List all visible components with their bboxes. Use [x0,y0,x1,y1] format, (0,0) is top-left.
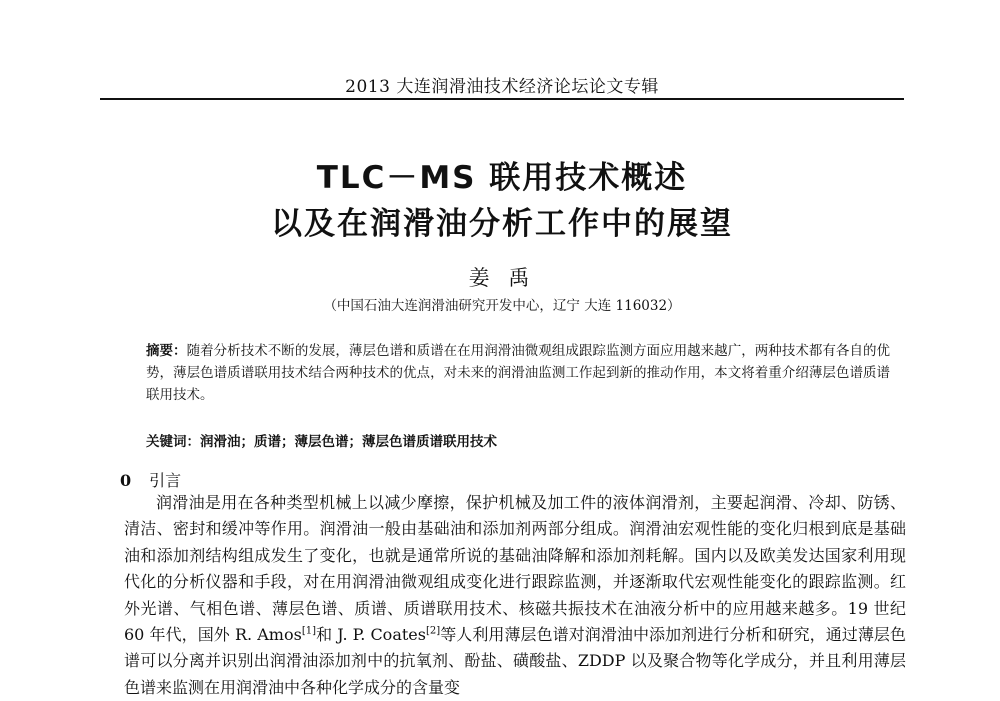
section-number: 0 [120,471,132,490]
keywords-text: 润滑油；质谱；薄层色谱；薄层色谱质谱联用技术 [200,434,497,450]
keywords-label: 关键词： [146,434,200,450]
paragraph [124,490,906,701]
title-line-1: TLC－MS 联用技术概述 [316,160,688,196]
title-line-2: 以及在润滑油分析工作中的展望 [271,206,733,242]
paragraph-text-start: 润滑油是用在各种类型机械上以减少摩擦，保护机械及加工件的液体润滑剂，主要起润滑、冷却、防锈、清洁、密封和缓冲等作用。润滑油一般由基础油和添加剂两部分组成。润滑油宏观性能的变化归根到底是基础油和添加剂结构组成发生了变化，也就是通常所说的基础油降解和添加剂耗解。国内以及欧美发达国家利用现代化的分析仪器和手段，对在用润滑油微观组成变化进行跟踪监测，并逐渐取代宏观性能变化的跟踪监测。红外光谱、气相色谱、薄层色谱、质谱、质谱联用技术、核磁共振技术在油液分析中的应用越来越多。19 世纪 60 年代，国外 R. Amos [124,493,906,645]
keywords [146,430,890,450]
citation-1[interactable]: [1] [301,625,316,637]
citation-2[interactable]: [2] [425,625,441,637]
abstract [146,340,890,406]
running-header: 2013 大连润滑油技术经济论坛论文专辑 [345,77,659,97]
section-title: 引言 [149,471,182,490]
abstract-text: 随着分析技术不断的发展，薄层色谱和质谱在在用润滑油微观组成跟踪监测方面应用越来越广，两种技术都有各自的优势，薄层色谱质谱联用技术结合两种技术的优点，对未来的润滑油监测工作起到新的推动作用，本文将着重介绍薄层色谱质谱联用技术。 [146,343,891,403]
affiliation: （中国石油大连润滑油研究开发中心，辽宁 大连 116032） [323,298,681,314]
author: 姜 禹 [468,266,536,290]
paragraph-text-mid: 和 J. P. Coates [316,625,426,645]
paragraph-text-end: 等人利用薄层色谱对润滑油中添加剂进行分析和研究，通过薄层色谱可以分离并识别出润滑油添加剂中的抗氧剂、酚盐、磺酸盐、ZDDP 以及聚合物等化学成分，并且利用薄层色谱来监测在用润滑油中各种化学成分的含量变 [124,625,906,697]
abstract-label: 摘要： [146,343,187,359]
header-rule [100,98,904,100]
section-heading [120,468,181,491]
body-text [124,490,906,701]
